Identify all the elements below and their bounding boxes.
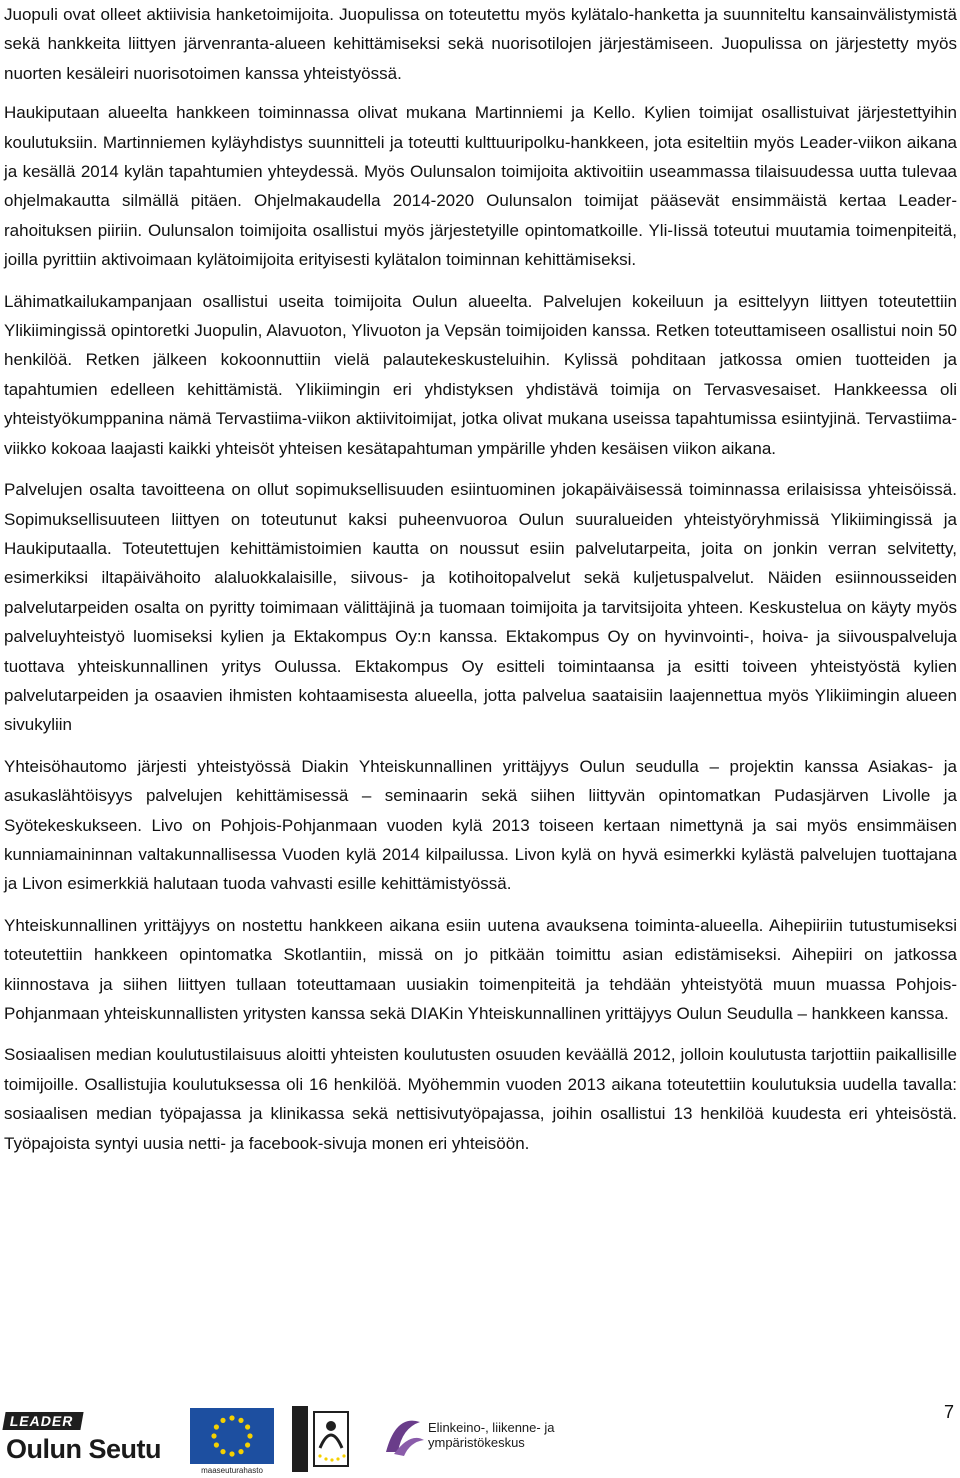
page-number: 7 bbox=[943, 1402, 954, 1422]
leader-emblem-icon bbox=[290, 1404, 352, 1474]
eu-caption: maaseuturahasto bbox=[201, 1466, 263, 1475]
paragraph-palvelut: Palvelujen osalta tavoitteena on ollut sopimuksellisuuden esiintuominen jokapäiväisessä toiminnassa erilaisissa yhteisöissä. Sopimuksellisuuteen liittyen on toteutunut kaksi puheenvuoroa Oulun suuralueiden yhteistyöryhmissä Ylikiimingissä ja Haukiputaalla. Toteutettujen kehittämistoimien kautta on noussut esiin palvelutarpeita, joita on jonkin verran selvitetty, esimerkiksi iltapäivähoito alaluokkalaisille, siivous- ja kotihoitopalvelut sekä kuljetuspalvelut. Näiden esiinnousseiden palvelutarpeiden osalta on pyritty toimimaan välittäjinä ja tuomaan toimijoita ja tarvitsijoita yhteen. Keskustelua on käyty myös palveluyhteistyö luomiseksi kylien ja Ektakompus Oy:n kanssa. Ektakompus Oy on hyvinvointi-, hoiva- ja siivouspalveluja tuottava yhteiskunnallinen yritys Oulussa. Ektakompus Oy esitteli toimintaansa ja esitti toiveen yhteistyöstä kylien palvelutarpeiden ja osaavien ihmisten kohtaamisesta alueella, jotta palvelua saataisiin laajennettua myös Ylikiimingin alueen sivukyliin bbox=[4, 480, 957, 735]
document-body bbox=[4, 0, 957, 1158]
leader-name: Oulun Seutu bbox=[6, 1434, 161, 1464]
page-footer bbox=[0, 1398, 960, 1478]
paragraph-yhteisohautomo: Yhteisöhautomo järjesti yhteistyössä Diakin Yhteiskunnallinen yrittäjyys Oulun seudulla – projektin kanssa Asiakas- ja asukaslähtöisyys palvelujen kehittämisessä – seminaarin sekä siihen liittyvän opintomatkan Pudasjärven Livolle ja Syötekeskukseen. Livo on Pohjois-Pohjanmaan vuoden kylä 2013 toiseen kertaan nimettynä ja sai myös ensimmäisen kunniamaininnan valtakunnallisessa Vuoden kylä 2014 kilpailussa. Livon kylä on hyvä esimerkki kylästä palvelujen tuottajana ja Livon esimerkkiä halutaan tuoda vahvasti esille kehittämistyössä. bbox=[4, 756, 957, 894]
leader-oulun-seutu-logo bbox=[4, 1412, 160, 1474]
paragraph-yhteiskunnallinen-yrittajyys: Yhteiskunnallinen yrittäjyys on nostettu hankkeen aikana esiin uutena avauksena toiminta-alueella. Aihepiiriin tutustumiseksi toteutettiin hankkeen opintomatka Skotlantiin, missä on jo pitkään toimittu asian edistämiseksi. Aihepiiri on jatkossa kiinnostava ja siihen liittyen tullaan toteuttamaan uusiakin toimenpiteitä ja tehdään yhteistyötä muun muassa Pohjois-Pohjanmaan yhteiskunnallisten yritysten kanssa sekä DIAKin Yhteiskunnallinen yrittäjyys Oulun Seudulla – hankkeen kanssa. bbox=[4, 915, 957, 1023]
eu-flag-icon bbox=[190, 1408, 274, 1464]
paragraph-sosiaalinen-media: Sosiaalisen median koulutustilaisuus aloitti yhteisten koulutusten osuuden keväällä 2012, jolloin koulutusta tarjottiin paikallisille toimijoille. Osallistujia koulutuksessa oli 16 henkilöä. Myöhemmin vuoden 2013 aikana toteutettiin koulutuksia uudella tavalla: sosiaalisen median työpajassa ja klinikassa sekä nettisivutyöpajassa, joihin osallistui 13 henkilöä kuudesta eri yhteisöstä. Työpajoista syntyi uusia netti- ja facebook-sivuja monen eri yhteisöön. bbox=[4, 1045, 957, 1153]
paragraph-lahimatkailu: Lähimatkailukampanjaan osallistui useita toimijoita Oulun alueelta. Palvelujen kokeiluun ja esittelyyn liittyen toteutettiin Ylikiimingissä opintoretki Juopulin, Alavuoton, Ylivuoton ja Vepsän toimijoiden kanssa. Retken toteuttamiseen osallistui noin 50 henkilöä. Retken jälkeen kokoonnuttiin vielä palautekeskusteluihin. Kylissä pohditaan jatkossa omien tuotteiden ja tapahtumien edelleen kehittämistä. Ylikiimingin eri yhdistyksen yhdistävä toimija on Tervasvesaiset. Hankkeessa oli yhteistyökumppanina nämä Tervastiima-viikon aktiivitoimijat, jotka olivat mukana useissa tapahtumissa esiintyjinä. Tervastiima-viikko kokoaa laajasti kaikki yhteisöt yhteisen kesätapahtuman ympärille yhden kesäisen viikon aikana. bbox=[4, 291, 957, 458]
leader-badge: LEADER bbox=[2, 1412, 83, 1430]
ely-keskus-name: Elinkeino-, liikenne- ja ympäristökeskus bbox=[428, 1420, 555, 1450]
paragraph-juopuli: Juopuli ovat olleet aktiivisia hanketoimijoita. Juopulissa on toteutettu myös kylätalo-hanketta ja suunniteltu kansainvälistymistä sekä hankkeita liittyen järvenranta-alueen kehittämiseksi sekä nuorisotilojen järjestämiseen. Juopulissa on järjestetty myös nuorten kesäleiri nuorisotoimen kanssa yhteistyössä. bbox=[4, 5, 957, 83]
paragraph-haukiputaa: Haukiputaan alueelta hankkeen toiminnassa olivat mukana Martinniemi ja Kello. Kylien toimijat osallistuivat järjestettyihin koulutuksiin. Martinniemen kyläyhdistys suunnitteli ja toteutti kulttuuripolku-hankkeen, jota esiteltiin myös Leader-viikon aikana ja kesällä 2014 kylän tapahtumien yhteydessä. Myös Oulunsalon toimijoita aktivoitiin useammassa tilaisuudessa uutta tulevaa ohjelmakautta silmällä pitäen. Ohjelmakaudella 2014-2020 Oulunsalon toimijat pääsevät ensimmäistä kertaa Leader-rahoituksen piiriin. Oulunsalon toimijoita osallistui myös järjestetyille opintomatkoille. Yli-Iissä toteutui muutamia toimenpiteitä, joilla pyrittiin aktivoimaan kylätoimijoita erityisesti kylätalon toiminnan kehittämiseksi. bbox=[4, 103, 957, 270]
